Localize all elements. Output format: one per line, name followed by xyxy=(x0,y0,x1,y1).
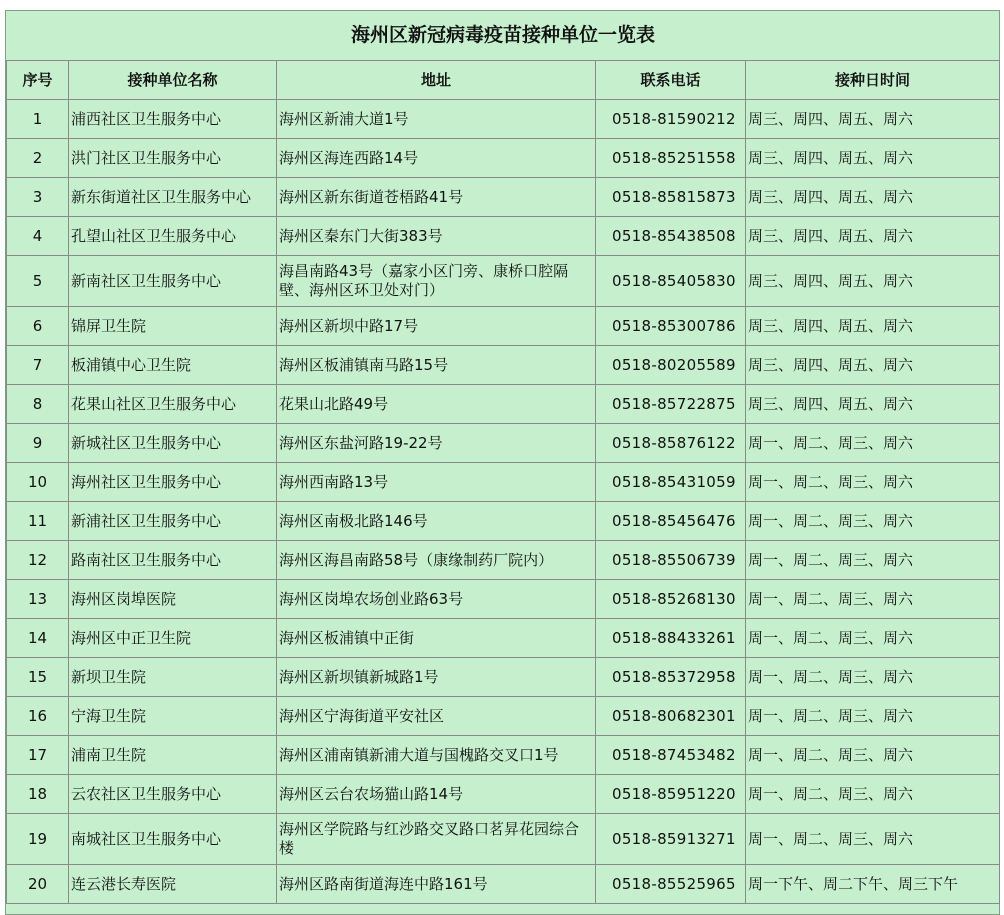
cell-phone: 0518-85405830 xyxy=(596,256,746,307)
table-row xyxy=(7,580,1000,619)
cell-days: 周三、周四、周五、周六 xyxy=(746,100,1000,139)
cell-name: 南城社区卫生服务中心 xyxy=(69,814,277,865)
cell-address: 海州区新坝镇新城路1号 xyxy=(277,658,596,697)
cell-phone: 0518-85456476 xyxy=(596,502,746,541)
cell-name: 板浦镇中心卫生院 xyxy=(69,346,277,385)
table-row xyxy=(7,139,1000,178)
table-row xyxy=(7,346,1000,385)
header-no: 序号 xyxy=(7,61,69,100)
cell-address: 海州区海昌南路58号（康缘制药厂院内） xyxy=(277,541,596,580)
cell-phone: 0518-85951220 xyxy=(596,775,746,814)
header-name: 接种单位名称 xyxy=(69,61,277,100)
cell-name: 浦南卫生院 xyxy=(69,736,277,775)
table-row xyxy=(7,100,1000,139)
cell-name: 海州社区卫生服务中心 xyxy=(69,463,277,502)
cell-days: 周一、周二、周三、周六 xyxy=(746,736,1000,775)
table-row xyxy=(7,256,1000,307)
cell-address: 海州区南极北路146号 xyxy=(277,502,596,541)
cell-address: 海州区新浦大道1号 xyxy=(277,100,596,139)
cell-phone: 0518-85438508 xyxy=(596,217,746,256)
cell-days: 周一、周二、周三、周六 xyxy=(746,463,1000,502)
cell-address: 海州区东盐河路19-22号 xyxy=(277,424,596,463)
cell-no: 14 xyxy=(7,619,69,658)
cell-days: 周一、周二、周三、周六 xyxy=(746,619,1000,658)
table-row xyxy=(7,385,1000,424)
cell-no: 15 xyxy=(7,658,69,697)
cell-days: 周一、周二、周三、周六 xyxy=(746,697,1000,736)
cell-address: 海州西南路13号 xyxy=(277,463,596,502)
cell-name: 宁海卫生院 xyxy=(69,697,277,736)
cell-days: 周三、周四、周五、周六 xyxy=(746,346,1000,385)
cell-phone: 0518-85876122 xyxy=(596,424,746,463)
table-row xyxy=(7,814,1000,865)
table-row xyxy=(7,736,1000,775)
cell-address: 海州区云台农场猫山路14号 xyxy=(277,775,596,814)
cell-days: 周一、周二、周三、周六 xyxy=(746,814,1000,865)
cell-phone: 0518-85268130 xyxy=(596,580,746,619)
cell-phone: 0518-85300786 xyxy=(596,307,746,346)
cell-address: 海州区宁海街道平安社区 xyxy=(277,697,596,736)
cell-phone: 0518-80205589 xyxy=(596,346,746,385)
cell-phone: 0518-85815873 xyxy=(596,178,746,217)
table-row xyxy=(7,424,1000,463)
cell-days: 周三、周四、周五、周六 xyxy=(746,178,1000,217)
cell-address: 花果山北路49号 xyxy=(277,385,596,424)
table-row xyxy=(7,178,1000,217)
cell-phone: 0518-85506739 xyxy=(596,541,746,580)
cell-name: 路南社区卫生服务中心 xyxy=(69,541,277,580)
cell-no: 7 xyxy=(7,346,69,385)
cell-name: 新坝卫生院 xyxy=(69,658,277,697)
table-row xyxy=(7,541,1000,580)
cell-name: 洪门社区卫生服务中心 xyxy=(69,139,277,178)
cell-days: 周一、周二、周三、周六 xyxy=(746,775,1000,814)
cell-no: 6 xyxy=(7,307,69,346)
table-row xyxy=(7,775,1000,814)
cell-no: 11 xyxy=(7,502,69,541)
cell-no: 20 xyxy=(7,865,69,904)
table-row xyxy=(7,502,1000,541)
cell-phone: 0518-87453482 xyxy=(596,736,746,775)
cell-phone: 0518-80682301 xyxy=(596,697,746,736)
cell-phone: 0518-85372958 xyxy=(596,658,746,697)
cell-days: 周三、周四、周五、周六 xyxy=(746,256,1000,307)
cell-no: 3 xyxy=(7,178,69,217)
cell-phone: 0518-81590212 xyxy=(596,100,746,139)
cell-no: 19 xyxy=(7,814,69,865)
table-row xyxy=(7,463,1000,502)
cell-days: 周一、周二、周三、周六 xyxy=(746,424,1000,463)
cell-no: 9 xyxy=(7,424,69,463)
cell-phone: 0518-85722875 xyxy=(596,385,746,424)
cell-name: 新东街道社区卫生服务中心 xyxy=(69,178,277,217)
cell-days: 周一、周二、周三、周六 xyxy=(746,658,1000,697)
table-row xyxy=(7,697,1000,736)
cell-no: 5 xyxy=(7,256,69,307)
table-row xyxy=(7,307,1000,346)
cell-days: 周三、周四、周五、周六 xyxy=(746,139,1000,178)
cell-name: 浦西社区卫生服务中心 xyxy=(69,100,277,139)
cell-name: 花果山社区卫生服务中心 xyxy=(69,385,277,424)
table-row xyxy=(7,658,1000,697)
cell-phone: 0518-88433261 xyxy=(596,619,746,658)
vaccination-table xyxy=(6,11,1000,904)
table-row xyxy=(7,619,1000,658)
cell-address: 海州区岗埠农场创业路63号 xyxy=(277,580,596,619)
cell-address: 海州区学院路与红沙路交叉路口茗昇花园综合楼 xyxy=(277,814,596,865)
cell-address: 海州区新坝中路17号 xyxy=(277,307,596,346)
cell-days: 周一、周二、周三、周六 xyxy=(746,580,1000,619)
header-row xyxy=(7,61,1000,100)
cell-address: 海州区板浦镇中正街 xyxy=(277,619,596,658)
cell-address: 海州区板浦镇南马路15号 xyxy=(277,346,596,385)
table-title: 海州区新冠病毒疫苗接种单位一览表 xyxy=(7,11,1000,61)
cell-no: 1 xyxy=(7,100,69,139)
table-row xyxy=(7,217,1000,256)
cell-name: 云农社区卫生服务中心 xyxy=(69,775,277,814)
cell-address: 海州区海连西路14号 xyxy=(277,139,596,178)
cell-no: 4 xyxy=(7,217,69,256)
cell-no: 13 xyxy=(7,580,69,619)
cell-address: 海州区新东街道苍梧路41号 xyxy=(277,178,596,217)
cell-no: 10 xyxy=(7,463,69,502)
cell-phone: 0518-85913271 xyxy=(596,814,746,865)
cell-name: 新南社区卫生服务中心 xyxy=(69,256,277,307)
cell-phone: 0518-85525965 xyxy=(596,865,746,904)
cell-name: 新浦社区卫生服务中心 xyxy=(69,502,277,541)
cell-days: 周一、周二、周三、周六 xyxy=(746,502,1000,541)
cell-no: 18 xyxy=(7,775,69,814)
cell-address: 海州区路南街道海连中路161号 xyxy=(277,865,596,904)
cell-address: 海州区秦东门大街383号 xyxy=(277,217,596,256)
cell-name: 锦屏卫生院 xyxy=(69,307,277,346)
title-row xyxy=(7,11,1000,61)
cell-phone: 0518-85431059 xyxy=(596,463,746,502)
cell-days: 周三、周四、周五、周六 xyxy=(746,217,1000,256)
cell-days: 周一下午、周二下午、周三下午 xyxy=(746,865,1000,904)
header-address: 地址 xyxy=(277,61,596,100)
vaccination-sheet xyxy=(5,10,1000,915)
cell-no: 17 xyxy=(7,736,69,775)
cell-name: 海州区岗埠医院 xyxy=(69,580,277,619)
table-row xyxy=(7,865,1000,904)
cell-no: 12 xyxy=(7,541,69,580)
cell-name: 孔望山社区卫生服务中心 xyxy=(69,217,277,256)
cell-address: 海州区浦南镇新浦大道与国槐路交叉口1号 xyxy=(277,736,596,775)
cell-days: 周三、周四、周五、周六 xyxy=(746,385,1000,424)
cell-phone: 0518-85251558 xyxy=(596,139,746,178)
cell-address: 海昌南路43号（嘉家小区门旁、康桥口腔隔壁、海州区环卫处对门） xyxy=(277,256,596,307)
cell-no: 2 xyxy=(7,139,69,178)
cell-name: 连云港长寿医院 xyxy=(69,865,277,904)
cell-name: 海州区中正卫生院 xyxy=(69,619,277,658)
cell-no: 8 xyxy=(7,385,69,424)
cell-days: 周三、周四、周五、周六 xyxy=(746,307,1000,346)
cell-name: 新城社区卫生服务中心 xyxy=(69,424,277,463)
header-days: 接种日时间 xyxy=(746,61,1000,100)
header-phone: 联系电话 xyxy=(596,61,746,100)
cell-no: 16 xyxy=(7,697,69,736)
cell-days: 周一、周二、周三、周六 xyxy=(746,541,1000,580)
